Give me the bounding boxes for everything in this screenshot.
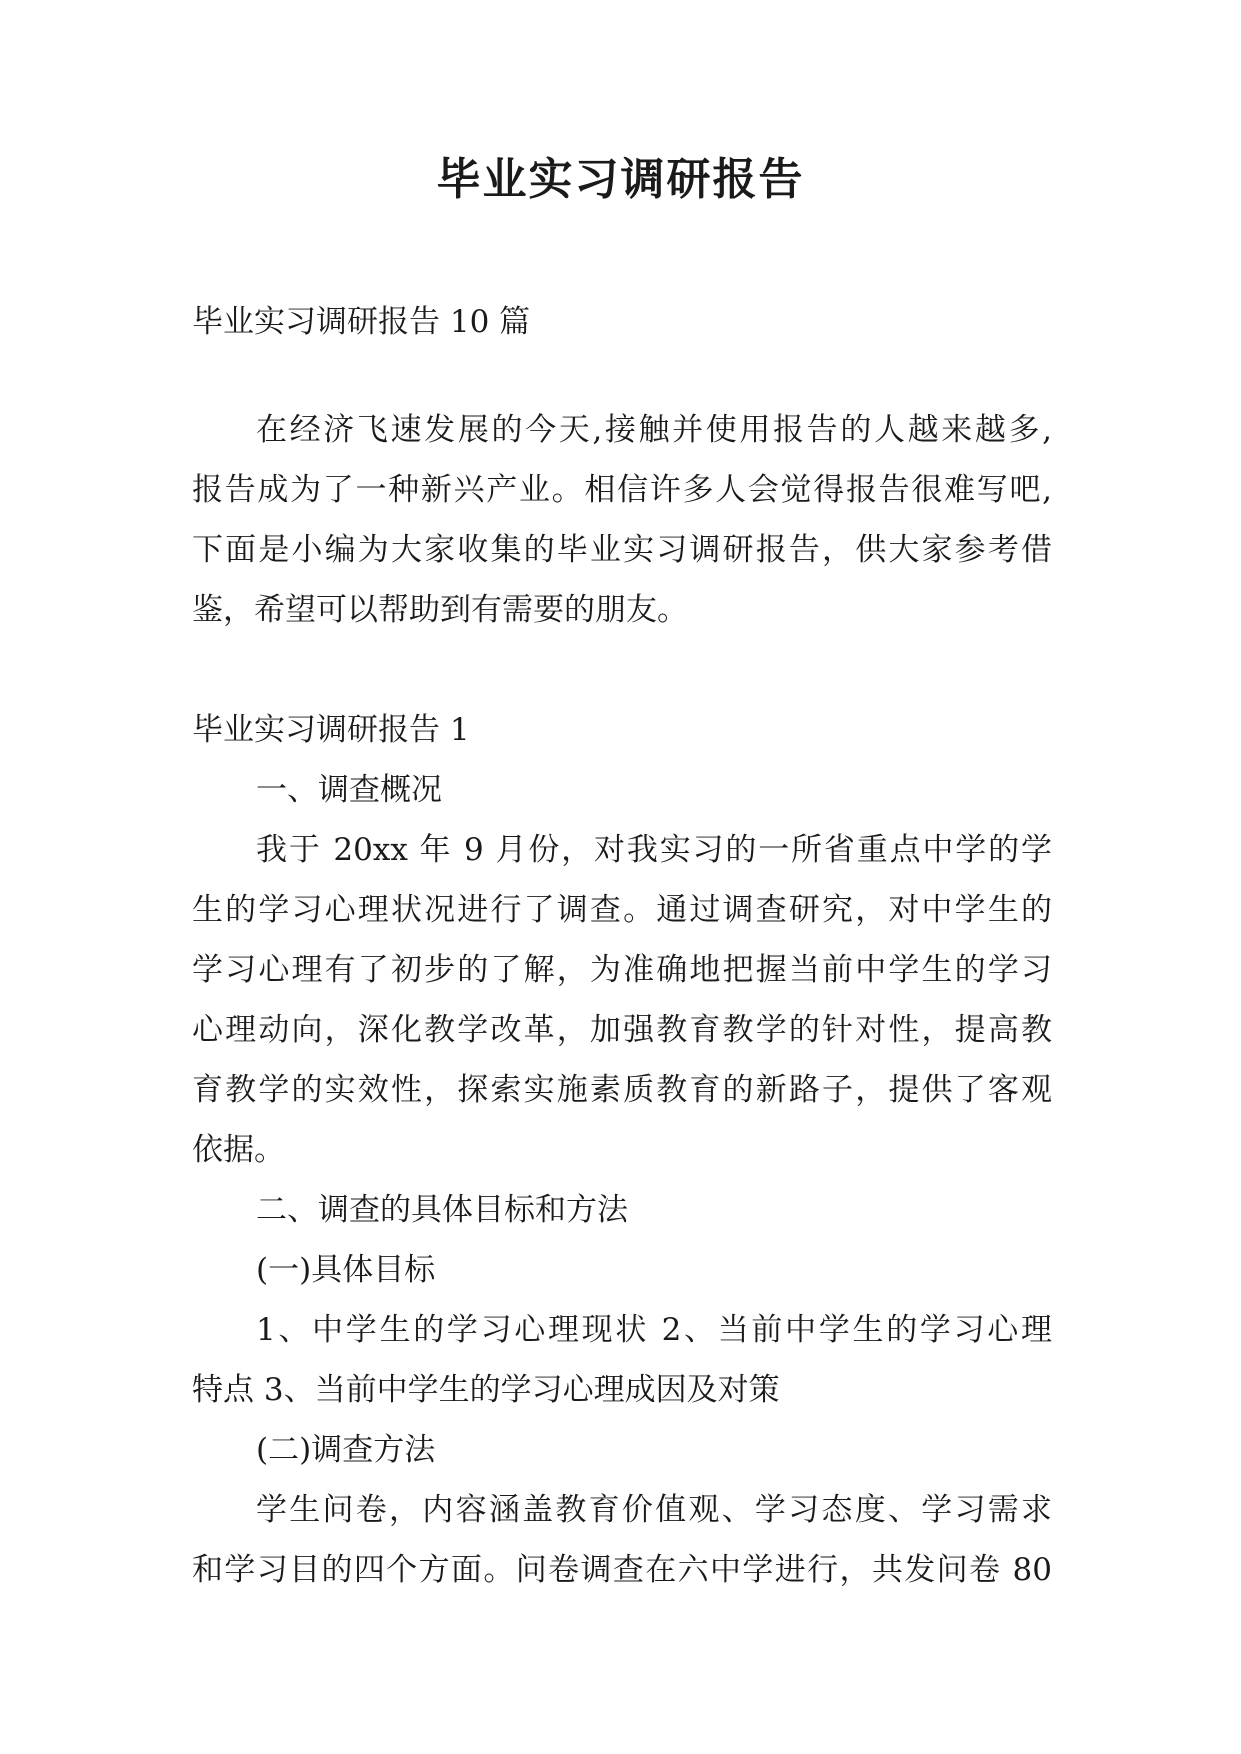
intro-line: 报告成为了一种新兴产业。相信许多人会觉得报告很难写吧, bbox=[192, 472, 1052, 508]
goals-line: 特点 3、当前中学生的学习心理成因及对策 bbox=[192, 1372, 780, 1408]
paragraph-line: 育教学的实效性，探索实施素质教育的新路子，提供了客观 bbox=[192, 1072, 1052, 1108]
method-line: 学生问卷，内容涵盖教育价值观、学习态度、学习需求 bbox=[256, 1492, 1052, 1528]
intro-line: 下面是小编为大家收集的毕业实习调研报告，供大家参考借 bbox=[192, 532, 1052, 568]
heading-goals-methods: 二、调查的具体目标和方法 bbox=[256, 1192, 628, 1228]
document-subtitle: 毕业实习调研报告 10 篇 bbox=[192, 304, 531, 340]
paragraph-line: 我于 20xx 年 9 月份，对我实习的一所省重点中学的学 bbox=[256, 832, 1052, 868]
paragraph-line: 学习心理有了初步的了解，为准确地把握当前中学生的学习 bbox=[192, 952, 1052, 988]
paragraph-line: 生的学习心理状况进行了调查。通过调查研究，对中学生的 bbox=[192, 892, 1052, 928]
subheading-survey-method: (二)调查方法 bbox=[256, 1432, 436, 1468]
section-title: 毕业实习调研报告 1 bbox=[192, 712, 470, 748]
paragraph-line: 依据。 bbox=[192, 1132, 285, 1168]
goals-line: 1、中学生的学习心理现状 2、当前中学生的学习心理 bbox=[256, 1312, 1052, 1348]
intro-line: 在经济飞速发展的今天,接触并使用报告的人越来越多, bbox=[256, 412, 1052, 448]
intro-line: 鉴，希望可以帮助到有需要的朋友。 bbox=[192, 592, 688, 628]
document-title: 毕业实习调研报告 bbox=[436, 154, 805, 205]
heading-survey-overview: 一、调查概况 bbox=[256, 772, 442, 808]
method-line: 和学习目的四个方面。问卷调查在六中学进行，共发问卷 80 bbox=[192, 1552, 1052, 1588]
subheading-specific-goals: (一)具体目标 bbox=[256, 1252, 436, 1288]
paragraph-line: 心理动向，深化教学改革，加强教育教学的针对性，提高教 bbox=[192, 1012, 1052, 1048]
